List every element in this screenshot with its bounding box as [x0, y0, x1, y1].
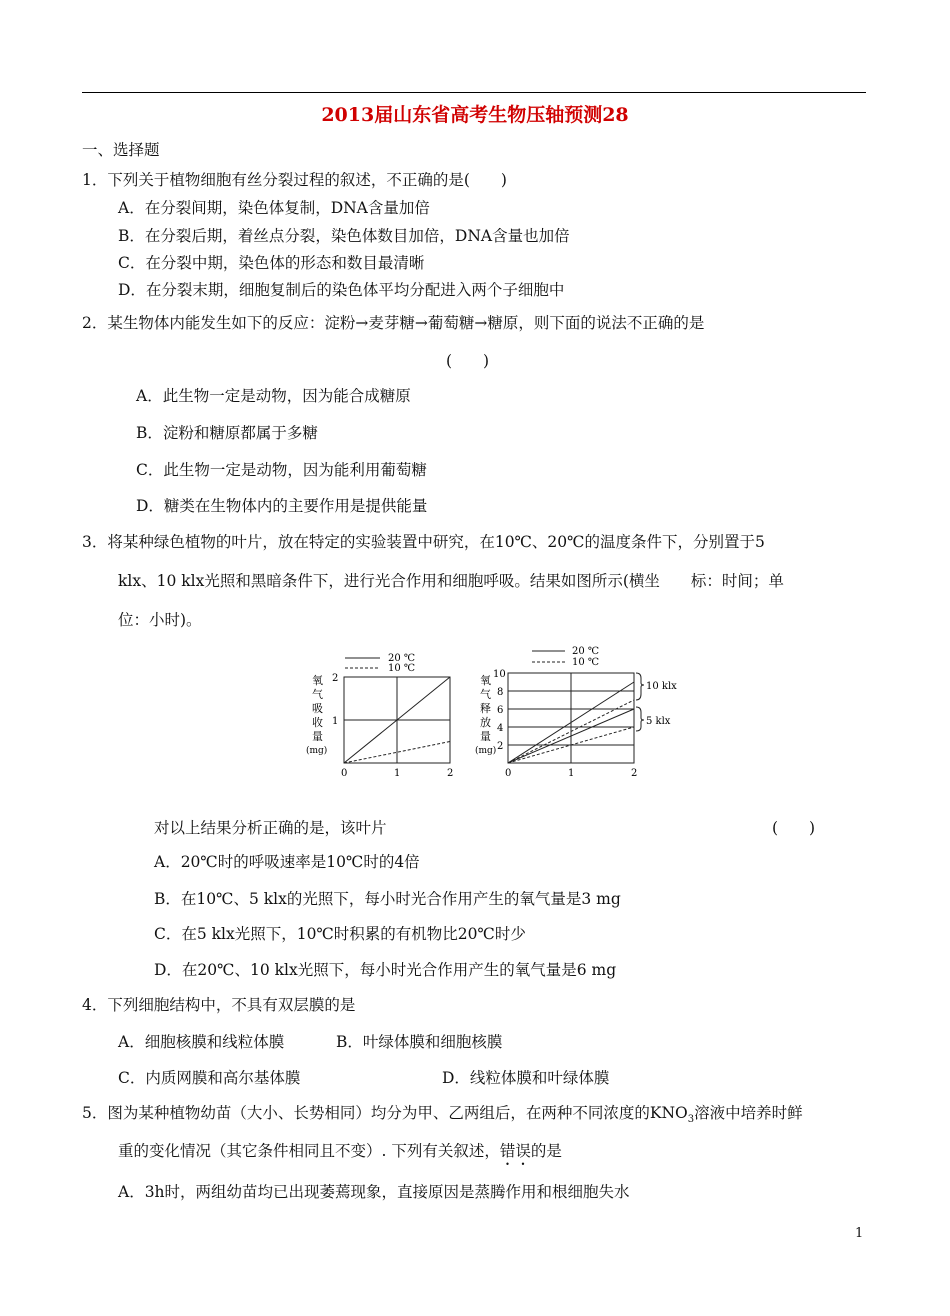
q1-option-c: C．在分裂中期，染色体的形态和数目最清晰: [118, 254, 425, 272]
brace-label-5klx: 5 klx: [646, 716, 671, 727]
q3-stem-line1: 3．将某种绿色植物的叶片，放在特定的实验装置中研究，在10℃、20℃的温度条件下，分别置于5: [82, 533, 765, 551]
q2-option-a: A．此生物一定是动物，因为能合成糖原: [136, 387, 411, 405]
right-ytick: 4: [497, 723, 504, 734]
header-rule: [82, 92, 866, 93]
q2-stem: 2．某生物体内能发生如下的反应：淀粉→麦芽糖→葡萄糖→糖原，则下面的说法不正确的是: [82, 314, 705, 332]
q5-emphasis: 错误: [499, 1142, 531, 1160]
left-legend-20: 20 ℃: [388, 653, 416, 664]
q3-answer-paren: ( ): [772, 819, 816, 837]
q3-stem-line2: klx、10 klx光照和黑暗条件下，进行光合作用和细胞呼吸。结果如图所示(横坐 标：时间；单: [118, 572, 784, 590]
right-ytick: 2: [497, 741, 504, 752]
left-xtick: 1: [394, 768, 401, 779]
right-ytick: 6: [497, 705, 504, 716]
q3-option-b: B．在10℃、5 klx的光照下，每小时光合作用产生的氧气量是3 mg: [154, 890, 621, 908]
left-xtick: 2: [447, 768, 454, 779]
q1-option-a: A．在分裂间期，染色体复制，DNA含量加倍: [118, 199, 430, 217]
right-origin: 0: [505, 768, 512, 779]
right-ylabel-char: 放: [480, 716, 491, 729]
right-ytick: 8: [497, 687, 504, 698]
left-ylabel-char: 量: [312, 730, 323, 743]
section-heading: 一、选择题: [82, 141, 160, 159]
right-chart: [475, 646, 677, 779]
right-legend-20: 20 ℃: [572, 646, 600, 657]
right-xtick: 2: [631, 768, 638, 779]
q5-stem-part: 5．图为某种植物幼苗（大小、长势相同）均分为甲、乙两组后，在两种不同浓度的KNO: [82, 1104, 688, 1122]
q4-option-b: B．叶绿体膜和细胞核膜: [336, 1033, 503, 1051]
left-yunit: (mg): [306, 746, 328, 756]
q3-option-c: C．在5 klx光照下，10℃时积累的有机物比20℃时少: [154, 925, 526, 943]
q5-stem-part: 的是: [530, 1142, 562, 1160]
q4-option-a: A．细胞核膜和线粒体膜: [118, 1033, 285, 1051]
page-title: 2013届山东省高考生物压轴预测28: [321, 104, 629, 126]
q3-option-a: A．20℃时的呼吸速率是10℃时的4倍: [154, 853, 420, 871]
q4-option-d: D．线粒体膜和叶绿体膜: [442, 1069, 610, 1087]
q2-answer-paren: ( ): [446, 352, 490, 370]
right-ytick: 10: [493, 669, 506, 680]
q5-stem-line2: [118, 1139, 562, 1169]
q2-option-b: B．淀粉和糖原都属于多糖: [136, 424, 318, 442]
right-legend-10: 10 ℃: [572, 657, 600, 668]
q4-stem: 4．下列细胞结构中，不具有双层膜的是: [82, 996, 356, 1014]
q3-stem-line3: 位：小时)。: [118, 611, 202, 629]
right-xtick: 1: [568, 768, 575, 779]
brace-label-10klx: 10 klx: [646, 681, 677, 692]
q1-stem: 1．下列关于植物细胞有丝分裂过程的叙述，不正确的是( ): [82, 171, 507, 189]
q5-subscript: 3: [687, 1114, 695, 1126]
brace-5klx: [636, 707, 644, 731]
left-ytick: 2: [332, 673, 339, 684]
q3-figure: [300, 640, 677, 790]
left-chart: [306, 653, 453, 779]
left-ylabel-char: 氧: [312, 674, 323, 687]
left-ylabel-char: 收: [312, 716, 323, 729]
right-ylabel-char: 气: [480, 688, 491, 701]
q5-stem-line1: [82, 1101, 803, 1125]
q5-stem-part: 溶液中培养时鲜: [694, 1104, 803, 1122]
left-ylabel-char: 气: [312, 688, 323, 701]
q1-option-b: B．在分裂后期，着丝点分裂，染色体数目加倍，DNA含量也加倍: [118, 227, 570, 245]
left-origin: 0: [341, 768, 348, 779]
q5-stem-part: 重的变化情况（其它条件相同且不变）. 下列有关叙述，: [118, 1142, 500, 1160]
q2-option-c: C．此生物一定是动物，因为能利用葡萄糖: [136, 461, 427, 479]
page-number: 1: [855, 1226, 864, 1241]
q3-lead: 对以上结果分析正确的是，该叶片: [154, 819, 387, 837]
q4-option-c: C．内质网膜和高尔基体膜: [118, 1069, 301, 1087]
right-yunit: (mg): [475, 746, 497, 756]
right-ylabel-char: 释: [480, 702, 491, 715]
brace-10klx: [636, 673, 644, 700]
q1-option-d: D．在分裂末期，细胞复制后的染色体平均分配进入两个子细胞中: [118, 281, 565, 299]
right-ylabel-char: 量: [480, 730, 491, 743]
q2-option-d: D．糖类在生物体内的主要作用是提供能量: [136, 497, 428, 515]
left-ylabel-char: 吸: [312, 702, 323, 715]
q3-option-d: D．在20℃、10 klx光照下，每小时光合作用产生的氧气量是6 mg: [154, 961, 617, 979]
right-ylabel-char: 氧: [480, 674, 491, 687]
left-ytick: 1: [332, 716, 339, 727]
q5-option-a: A．3h时，两组幼苗均已出现萎蔫现象，直接原因是蒸腾作用和根细胞失水: [118, 1183, 630, 1201]
left-legend-10: 10 ℃: [388, 663, 416, 674]
